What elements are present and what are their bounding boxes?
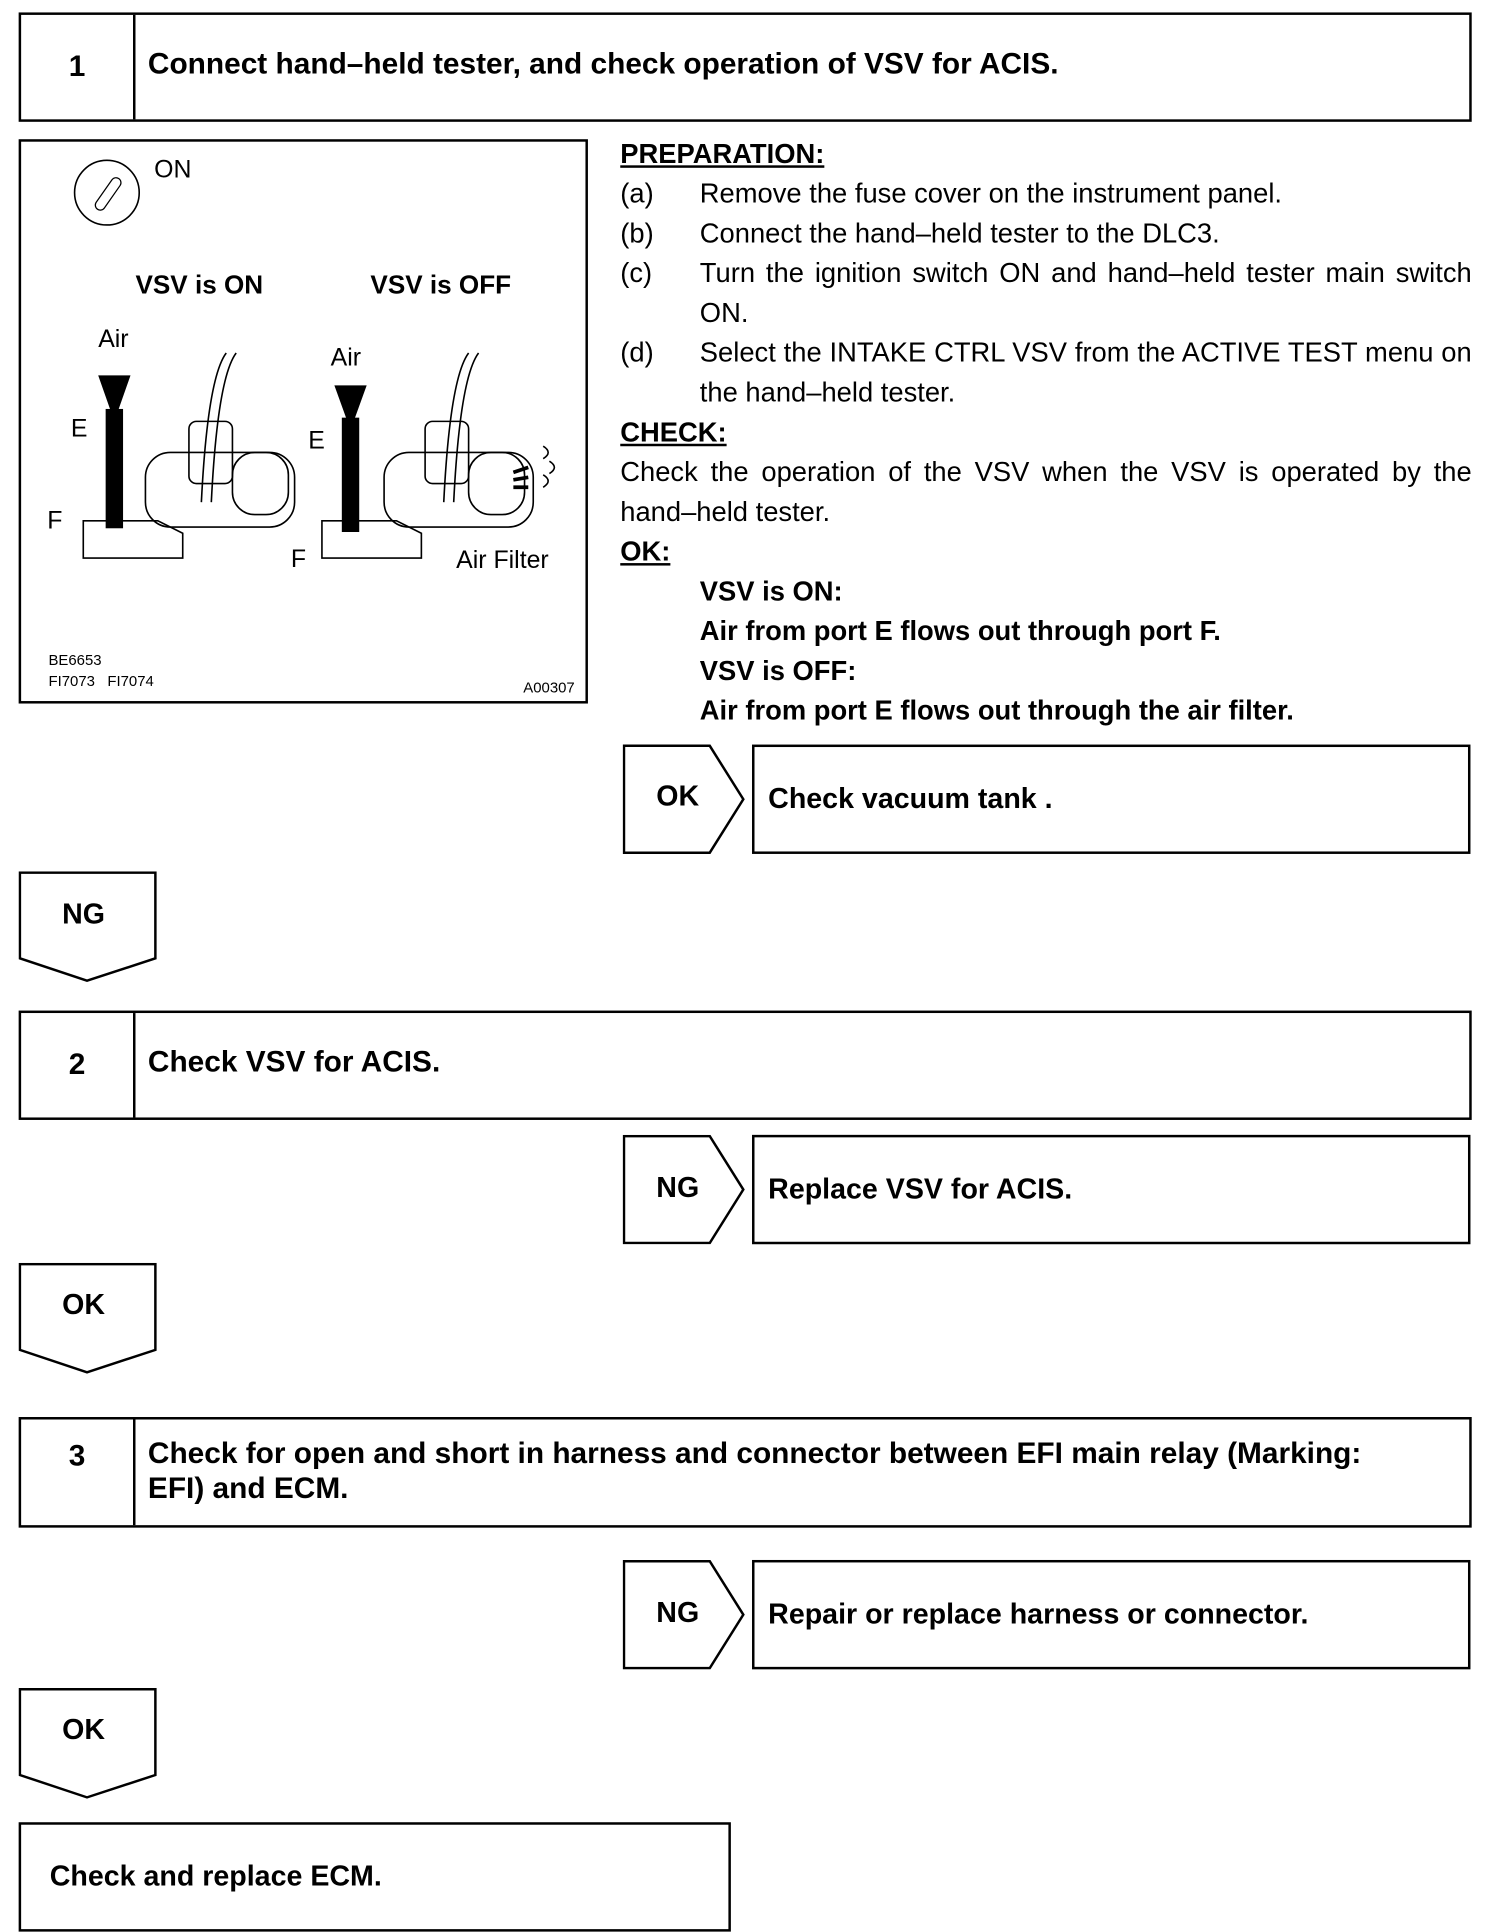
- prep-marker: (b): [620, 217, 654, 249]
- air-filter-label: Air Filter: [456, 546, 549, 575]
- port-e-label: E: [308, 427, 325, 455]
- figure-code: A00307: [523, 678, 575, 697]
- prep-item: [620, 214, 1471, 254]
- step-1-box: [19, 12, 1472, 121]
- result-repair-harness: Repair or replace harness or connector.: [752, 1560, 1470, 1669]
- ok-line: Air from port E flows out through port F.: [699, 615, 1221, 647]
- ng-label: NG: [62, 897, 106, 930]
- preparation-heading: PREPARATION:: [620, 137, 825, 170]
- air-label: Air: [330, 344, 362, 372]
- prep-item: [620, 333, 1471, 413]
- vsv-illustration: [19, 139, 588, 703]
- port-e-label: E: [70, 415, 88, 443]
- prep-item: [620, 174, 1471, 214]
- step-number: 2: [21, 1013, 135, 1117]
- ok-label: OK: [62, 1712, 106, 1746]
- prep-marker: (d): [620, 336, 654, 368]
- vsv-off-label: VSV is OFF: [370, 270, 512, 300]
- step-number: 3: [21, 1420, 135, 1526]
- step-title: Check for open and short in harness and connector between EFI main relay (Marking: EFI) and ECM.: [147, 1436, 1362, 1506]
- port-f-label: F: [47, 507, 63, 535]
- final-check-replace-ecm: Check and replace ECM.: [19, 1822, 731, 1931]
- ok-line: Air from port E flows out through the air filter.: [699, 694, 1294, 726]
- prep-text: Connect the hand–held tester to the DLC3.: [699, 217, 1220, 249]
- step-title: Check VSV for ACIS.: [147, 1045, 441, 1079]
- vsv-on-label: VSV is ON: [135, 270, 264, 300]
- step-title: Connect hand–held tester, and check operation of VSV for ACIS.: [147, 47, 1059, 81]
- air-label: Air: [98, 325, 129, 354]
- check-heading: CHECK:: [620, 416, 727, 448]
- figure-code: FI7073 FI7074: [48, 672, 154, 690]
- vsv-drawing-icon: [21, 142, 585, 701]
- ok-line: VSV is ON:: [699, 575, 843, 607]
- prep-marker: (a): [620, 177, 654, 209]
- ng-label: NG: [656, 1596, 700, 1629]
- ng-label: NG: [656, 1170, 700, 1204]
- step-number: 1: [21, 15, 135, 119]
- ok-label: OK: [62, 1287, 106, 1321]
- ok-label: OK: [656, 779, 700, 812]
- result-replace-vsv: Replace VSV for ACIS.: [752, 1135, 1470, 1244]
- check-text: Check the operation of the VSV when the VSV is operated by the hand–held tester.: [620, 456, 1472, 528]
- prep-text: Select the INTAKE CTRL VSV from the ACTIVE TEST menu on the hand–held tester.: [699, 336, 1472, 408]
- result-check-vacuum-tank: Check vacuum tank .: [752, 745, 1470, 854]
- ok-line: VSV is OFF:: [699, 655, 857, 687]
- instructions: [620, 134, 1471, 731]
- prep-marker: (c): [620, 257, 653, 289]
- prep-text: Turn the ignition switch ON and hand–held tester main switch ON.: [699, 257, 1472, 329]
- step-3-box: [19, 1417, 1472, 1528]
- prep-text: Remove the fuse cover on the instrument panel.: [699, 177, 1282, 209]
- ok-heading: OK:: [620, 535, 671, 567]
- step-2-box: [19, 1011, 1472, 1120]
- figure-code: BE6653: [48, 651, 102, 669]
- port-f-label: F: [290, 545, 307, 574]
- prep-item: [620, 254, 1471, 334]
- switch-on-label: ON: [154, 156, 192, 184]
